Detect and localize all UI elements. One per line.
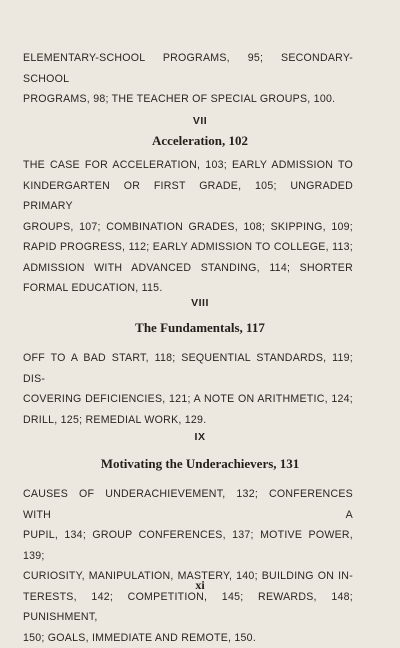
entry-line: KINDERGARTEN OR FIRST GRADE, 105; UNGRADED PRIMARY [23, 176, 353, 217]
chapter-entries [23, 155, 353, 299]
intro-entries [23, 48, 353, 110]
entry-line: PROGRAMS, 98; THE TEACHER OF SPECIAL GROUPS, 100. [23, 89, 353, 110]
entry-line: TERESTS, 142; COMPETITION, 145; REWARDS, 148; PUNISHMENT, [23, 587, 353, 628]
chapter-numeral: VII [0, 115, 400, 127]
chapter-entries [23, 484, 353, 648]
entry-line: COVERING DEFICIENCIES, 121; A NOTE ON ARITHMETIC, 124; [23, 389, 353, 410]
chapter-numeral: IX [0, 431, 400, 443]
entry-line: ELEMENTARY-SCHOOL PROGRAMS, 95; SECONDARY-SCHOOL [23, 48, 353, 89]
entry-line: OFF TO A BAD START, 118; SEQUENTIAL STANDARDS, 119; DIS- [23, 348, 353, 389]
chapter-title: Acceleration, 102 [0, 133, 400, 149]
entry-line: FORMAL EDUCATION, 115. [23, 278, 353, 299]
entry-line: CURIOSITY, MANIPULATION, MASTERY, 140; BUILDING ON IN- [23, 566, 353, 587]
chapter-title: The Fundamentals, 117 [0, 320, 400, 336]
entry-line: CAUSES OF UNDERACHIEVEMENT, 132; CONFERENCES WITH A [23, 484, 353, 525]
entry-line: ADMISSION WITH ADVANCED STANDING, 114; SHORTER [23, 258, 353, 279]
entry-line: DRILL, 125; REMEDIAL WORK, 129. [23, 410, 353, 431]
entry-line: 150; GOALS, IMMEDIATE AND REMOTE, 150. [23, 628, 353, 648]
entry-line: THE CASE FOR ACCELERATION, 103; EARLY ADMISSION TO [23, 155, 353, 176]
entry-line: PUPIL, 134; GROUP CONFERENCES, 137; MOTIVE POWER, 139; [23, 525, 353, 566]
entry-line: RAPID PROGRESS, 112; EARLY ADMISSION TO COLLEGE, 113; [23, 237, 353, 258]
chapter-numeral: VIII [0, 297, 400, 309]
entry-line: GROUPS, 107; COMBINATION GRADES, 108; SKIPPING, 109; [23, 217, 353, 238]
page-number: xi [0, 578, 400, 593]
chapter-title: Motivating the Underachievers, 131 [0, 456, 400, 472]
chapter-entries [23, 348, 353, 430]
